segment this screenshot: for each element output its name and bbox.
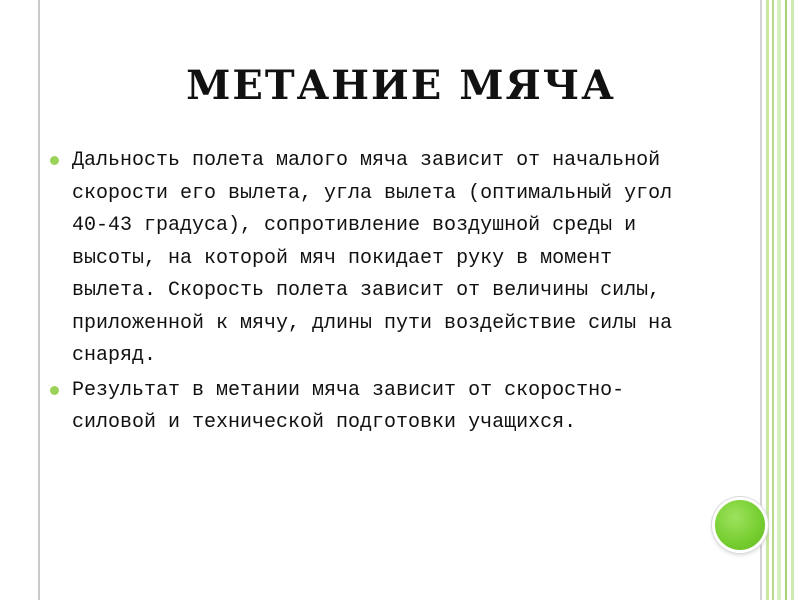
stripe [791,0,794,600]
decorative-stripes [760,0,800,600]
stripe [766,0,769,600]
slide-title: МЕТАНИЕ МЯЧА [186,62,616,109]
list-item [48,375,688,440]
green-circle-icon [712,497,768,553]
stripe [785,0,787,600]
bullet-text: Дальность полета малого мяча зависит от начальной скорости его вылета, угла вылета (оптимальный угол 40-43 градуса), сопротивление воздушной среды и высоты, на которой мяч покидает руку в момент вылета. Скорость полета зависит от величины силы, приложенной к мячу, длины пути воздействие силы на снаряд. [72,149,673,367]
stripe [772,0,774,600]
bullet-text: Результат в метании мяча зависит от скоростно-силовой и технической подготовки учащихся. [72,378,625,434]
bullet-list [48,145,688,442]
list-item [48,145,688,373]
green-dot-icon [50,156,59,165]
green-dot-icon [50,386,59,395]
stripe [777,0,781,600]
